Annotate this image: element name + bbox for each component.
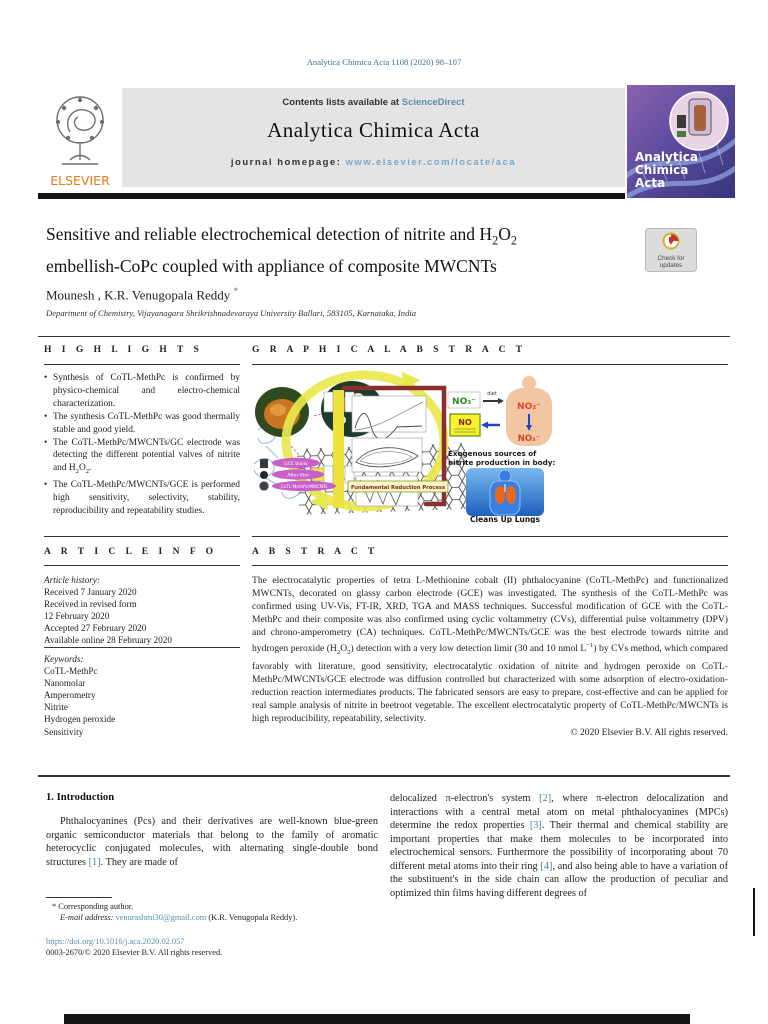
affiliation: Department of Chemistry, Vijayanagara Shrikrishnadevaraya University Ballari, 583105, Karnataka, India [46,308,417,318]
electrode-band [333,390,344,508]
svg-text:Analytica: Analytica [635,150,698,164]
svg-text:NO₃⁻: NO₃⁻ [452,397,476,407]
svg-text:NO₃⁻: NO₃⁻ [517,434,541,444]
highlights-header: H I G H L I G H T S [44,345,203,355]
corresponding-author-note [52,902,378,923]
exogenous-caption-1: Exogenous sources of [448,449,537,458]
abstract-copyright: © 2020 Elsevier B.V. All rights reserved. [570,727,728,739]
lungs-image [466,468,544,516]
check-updates-label1: Check for [657,255,685,262]
info-line: Received in revised form [44,599,137,610]
check-for-updates-badge[interactable] [645,228,697,272]
journal-name: Analytica Chimica Acta [267,118,480,142]
introduction-heading: 1. Introduction [46,792,115,803]
info-line: Available online 28 February 2020 [44,635,172,646]
masthead-divider [38,193,625,199]
divider [252,536,728,537]
elsevier-logo [38,90,122,193]
divider [38,775,730,777]
svg-text:CoTL-MethPc/MWCNTs: CoTL-MethPc/MWCNTs [280,484,328,489]
article-history-lines [44,586,240,646]
keywords-block [44,653,240,738]
graphical-abstract-figure [252,368,728,523]
homepage-label: journal homepage: [230,157,346,168]
homepage-link[interactable]: www.elsevier.com/locate/aca [345,157,517,168]
citation-ref[interactable]: [3] [529,820,542,831]
check-updates-icon [662,232,680,250]
article-info-underline [44,565,240,566]
issn-copyright: 0003-2670/© 2020 Elsevier B.V. All rights reserved. [46,948,223,957]
article-history-label: Article history: [44,575,100,585]
info-line: Accepted 27 February 2020 [44,623,147,634]
footer-block [46,936,446,958]
keywords-label: Keywords: [44,654,84,664]
info-line: 12 February 2020 [44,611,110,622]
journal-masthead [122,88,625,187]
sciencedirect-link[interactable]: ScienceDirect [401,97,465,108]
footnote-line1: * Corresponding author. [52,902,134,911]
highlight-item: • Synthesis of CoTL-MethPc is confirmed by physico-chemical and electro-chemical characterization. [44,372,240,411]
info-line: CoTL-MethPc [44,666,98,677]
svg-text:After film: After film [287,473,309,479]
citation-ref[interactable]: [1] [88,856,101,868]
beetroot-photo [255,387,309,437]
email-link[interactable]: venurashmi30@gmail.com [115,912,207,922]
info-line: Received 7 January 2020 [44,587,137,598]
citation-ref[interactable]: [2] [539,793,552,804]
journal-cover-thumbnail [627,85,735,198]
graphical-abstract-underline [252,364,728,365]
article-title-line2: embellish-CoPc coupled with appliance of composite MWCNTs [46,255,497,276]
article-info-header: A R T I C L E I N F O [44,547,218,557]
highlights-list [44,372,240,518]
nitrite-diagram [448,376,552,446]
info-line: Amperometry [44,690,96,701]
footnote-divider [46,897,112,898]
article-title [46,222,646,279]
abstract-header: A B S T R A C T [252,547,379,557]
citation-ref[interactable]: [4] [540,860,553,872]
svg-text:NO: NO [458,418,472,427]
doi-link[interactable]: https://doi.org/10.1016/j.aca.2020.02.057 [46,937,185,946]
info-line: Hydrogen peroxide [44,714,116,725]
contents-prefix: Contents lists available at [282,97,402,108]
bottom-page-edge [64,1014,690,1024]
lungs-caption: Cleans Up Lungs [470,515,540,523]
exogenous-caption-2: nitrite production in body: [448,458,556,467]
introduction-paragraph-right: delocalized π-electron's system [2], where π-electron delocalization and interactions with a central metal atom on metal phthalocyanines (MPCs) determine the redox properties [3]. Their thermal and chemical stability are important properties that make them molecules to be incorporated into electrochemical sensors. Furthermore the possibility of incorporating about 70 different metal atoms into their ring [4], and also being able to have a variation of the substituent's in the side chain can allow the production of peculiar and optimized thin films having different degrees of [390,793,728,899]
abstract-text: The electrocatalytic properties of tetra L-Methionine cobalt (II) phthalocyanine (CoTL-MethPc) and functionalized MWCNTs, decorated on glassy carbon electrode (GCE) was investigated. The synthesis of the CoTL-MethPc was confirmed using UV-Vis, FT-IR, XRD, TGA and MASS techniques. Successful modification of GCE with the CoTL-MethPc and their composite was also confirmed using cyclic voltammetry (CVs), differential pulse voltammetry (DPV) and chrono-amperometry (CA) techniques. CoTL-MethPc/MWCNTs/GCE was the best electrode towards nitrite and hydrogen peroxide $(H_2O_2)$ detection with a very low detection limit (30 and 10 nmol $L^{-1}$) by CVs method, which compared favorably with literature, good sensitivity, electrocatalytic oxidation of nitrite and hydrogen peroxide on CoTL-MethPc/MWCNTs/GCE electrode was diffusion controlled but characterized with some adsorption of electro-oxidation-reduction reaction intermediates products. The fabricated sensors are easy to prepare, cost-effective and can be applied for real sample analysis of nitrite in beetroot vegetable. The excellent electrocatalytic property of CoTL-MethPc/MWCNTs is high reproducibility, repeatability, selectivity. [252,575,728,725]
footnote-line2: E-mail address: venurashmi30@gmail.com (K.R. Venugopala Reddy). [60,912,298,922]
divider [44,536,240,537]
page-citation: Analytica Chimica Acta 1108 (2020) 98–107 [306,57,462,67]
keywords-divider [44,647,240,648]
process-label: Fundamental Reduction Process [350,485,446,491]
check-updates-label2: updates [659,262,683,269]
abstract-body [252,574,728,739]
article-history [44,574,240,647]
abstract-underline [252,565,728,566]
author-line: Mounesh , K.R. Venugopala Reddy * [46,286,239,303]
highlight-item: • The CoTL-MethPc/MWCNTs/GC electrode was detecting the different potential valves of nitrite and $H_2O_2$. [44,437,240,480]
graphical-abstract-header: G R A P H I C A L A B S T R A C T [252,345,527,355]
article-title-line1: Sensitive and reliable electrochemical detection of nitrite and $H_2O_2$ [46,224,517,248]
info-line: Nanomolar [44,678,86,689]
highlights-underline [44,364,240,365]
highlight-item: • The CoTL-MethPc/MWCNTs/GCE is performed high sensitivity, selectivity, stability, reproducibility and repeatability studies. [44,479,240,518]
svg-text:Chimica: Chimica [635,163,689,177]
introduction-paragraph-left: Phthalocyanines (Pcs) and their derivatives are well-known blue-green organic semiconductor materials that belong to the family of aromatic heterocyclic conjugated molecules, with alternating single-double bond structures [1]. They are made of [46,816,378,868]
svg-text:ELSEVIER: ELSEVIER [50,173,110,188]
svg-text:GCE blank: GCE blank [284,462,308,467]
scan-artifact-line [753,888,755,936]
svg-text:Acta: Acta [635,176,666,190]
info-line: Sensitivity [44,726,84,737]
svg-text:NO₂⁻: NO₂⁻ [517,402,541,412]
highlight-item: • The synthesis CoTL-MethPc was good thermally stable and good yield. [44,411,240,437]
svg-text:diet: diet [487,391,497,397]
info-line: Nitrite [44,702,68,713]
homepage-line [122,157,625,168]
contents-line [122,97,625,108]
keywords-lines [44,665,240,738]
elsevier-tree-icon [38,90,122,193]
divider [38,336,730,337]
